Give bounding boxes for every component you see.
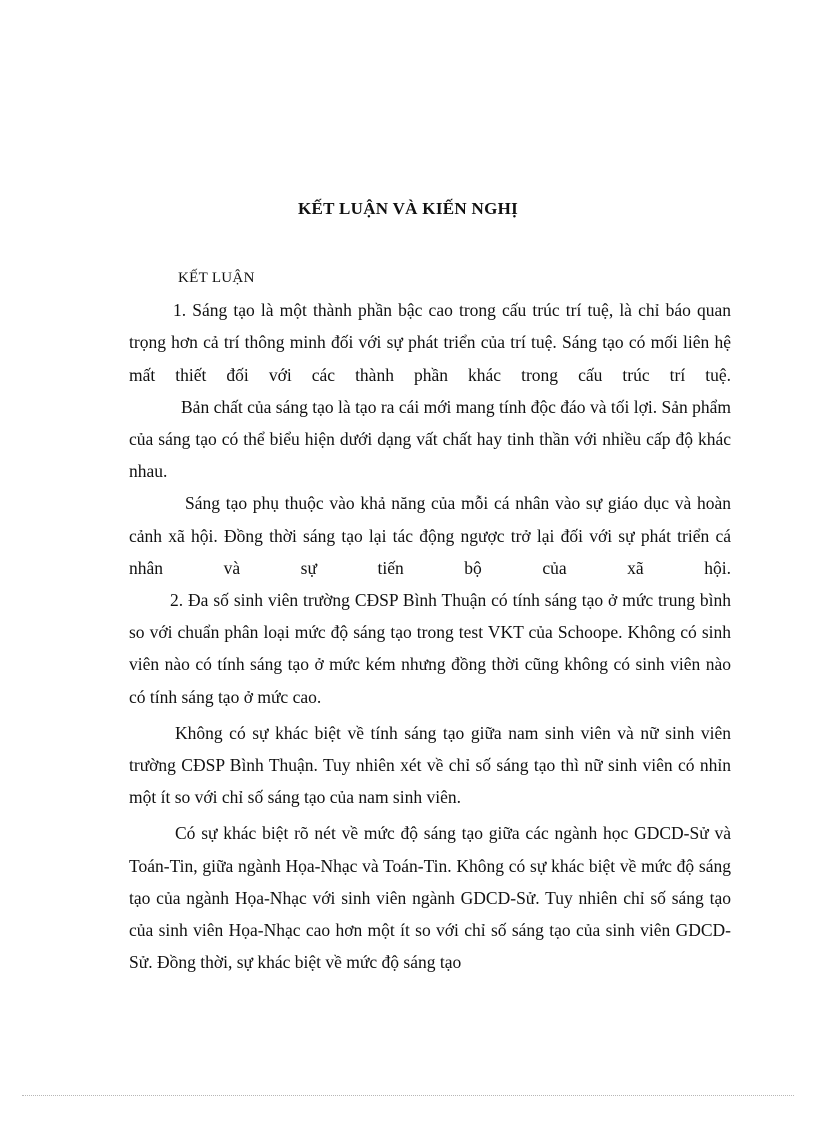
- page-bottom-divider: [22, 1095, 794, 1096]
- paragraph-1: 1. Sáng tạo là một thành phần bậc cao trong cấu trúc trí tuệ, là chỉ báo quan trọng hơn cả trí thông minh đối với sự phát triển của trí tuệ. Sáng tạo có mối liên hệ mất thiết đối với các thành phần khác trong cấu trúc trí tuệ.: [129, 300, 731, 385]
- paragraph-4: 2. Đa số sinh viên trường CĐSP Bình Thuận có tính sáng tạo ở mức trung bình so với chuẩn phân loại mức độ sáng tạo trong test VKT của Schoope. Không có sinh viên nào có tính sáng tạo ở mức kém nhưng đồng thời cũng không có sinh viên nào có tính sáng tạo ở mức cao.: [129, 590, 731, 707]
- paragraph-6: Có sự khác biệt rõ nét về mức độ sáng tạo giữa các ngành học GDCD-Sử và Toán-Tin, giữa ngành Họa-Nhạc và Toán-Tin. Không có sự khác biệt về mức độ sáng tạo của ngành Họa-Nhạc với sinh viên ngành GDCD-Sử. Tuy nhiên chỉ số sáng tạo của sinh viên Họa-Nhạc cao hơn một ít so với chỉ số sáng tạo của sinh viên GDCD-Sử. Đồng thời, sự khác biệt về mức độ sáng tạo: [129, 823, 731, 973]
- paragraph-3: Sáng tạo phụ thuộc vào khả năng của mỗi cá nhân vào sự giáo dục và hoàn cảnh xã hội. Đồng thời sáng tạo lại tác động ngược trở lại đối với sự phát triển cá nhân và sự tiến bộ của xã hội.: [129, 493, 731, 578]
- section-heading: KẾT LUẬN: [178, 270, 255, 286]
- paragraph-2: Bản chất của sáng tạo là tạo ra cái mới mang tính độc đáo và tối lợi. Sản phẩm của sáng tạo có thể biểu hiện dưới dạng vất chất hay tinh thần với nhiều cấp độ khác nhau.: [129, 396, 731, 482]
- page-title: KẾT LUẬN VÀ KIẾN NGHỊ: [297, 199, 519, 218]
- paragraph-5: Không có sự khác biệt về tính sáng tạo giữa nam sinh viên và nữ sinh viên trường CĐSP Bình Thuận. Tuy nhiên xét về chỉ số sáng tạo thì nữ sinh viên có nhỉn một ít so với chỉ số sáng tạo của nam sinh viên.: [129, 722, 731, 808]
- document-body: [129, 262, 731, 978]
